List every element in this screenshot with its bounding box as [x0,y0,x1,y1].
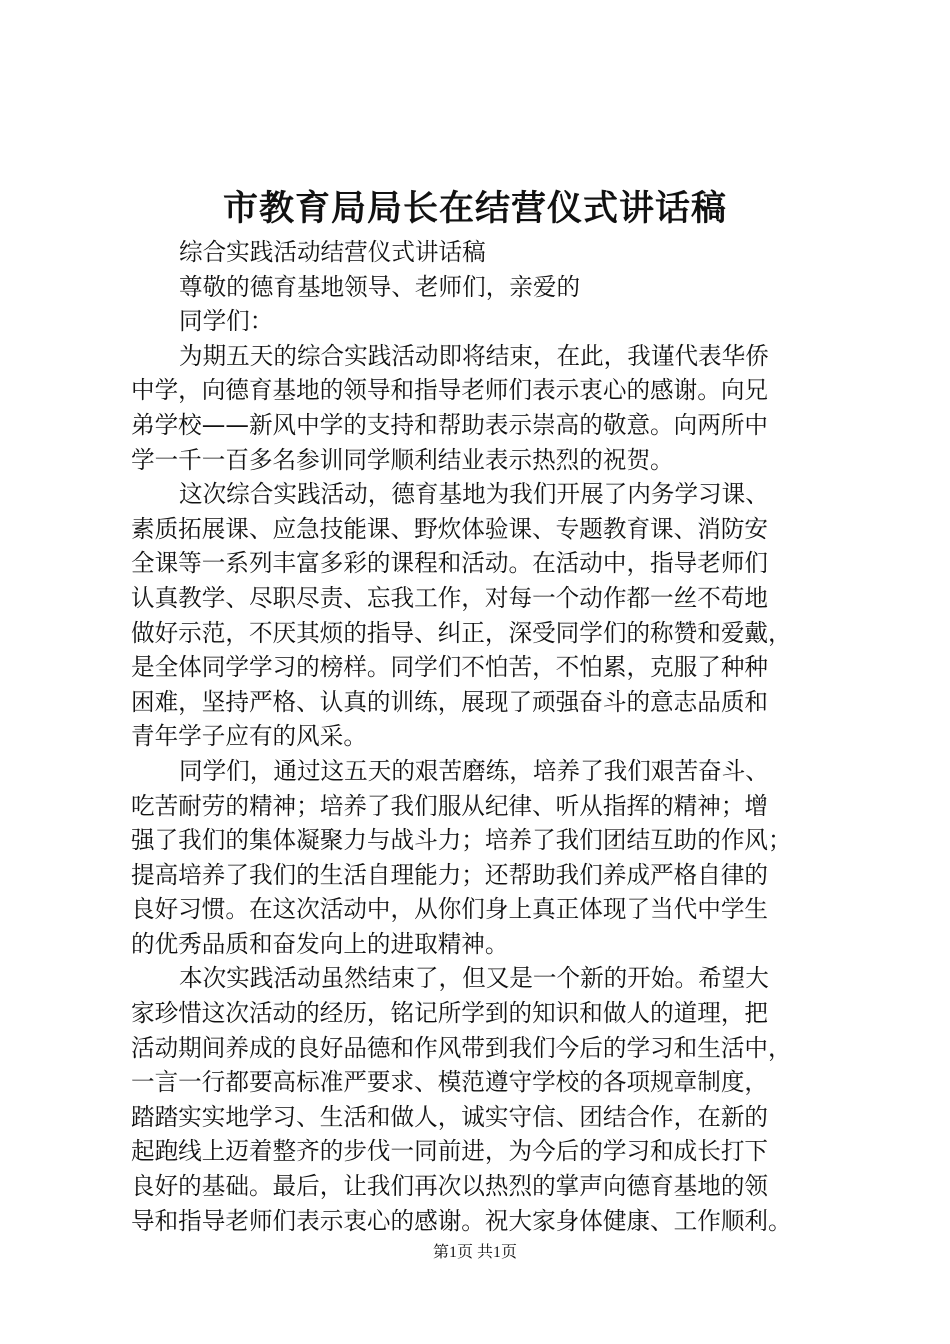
text-line: 学一千一百多名参训同学顺利结业表示热烈的祝贺。 [131,445,674,474]
text-line: 踏踏实实地学习、生活和做人，诚实守信、团结合作，在新的 [131,1102,769,1131]
text-line: 活动期间养成的良好品德和作风带到我们今后的学习和生活中， [131,1033,792,1062]
text-line: 弟学校——新风中学的支持和帮助表示崇高的敬意。向两所中 [131,410,769,439]
text-line: 为期五天的综合实践活动即将结束，在此，我谨代表华侨 [179,341,769,370]
text-line: 综合实践活动结营仪式讲话稿 [179,238,486,266]
text-line: 良好习惯。在这次活动中，从你们身上真正体现了当代中学生 [131,895,769,924]
text-line: 导和指导老师们表示衷心的感谢。祝大家身体健康、工作顺利。 [131,1206,792,1235]
text-line: 同学们： [179,307,274,336]
text-line: 中学，向德育基地的领导和指导老师们表示衷心的感谢。向兄 [131,376,769,405]
text-line: 做好示范，不厌其烦的指导、纠正，深受同学们的称赞和爱戴， [131,618,792,647]
text-line: 全课等一系列丰富多彩的课程和活动。在活动中，指导老师们 [131,549,769,578]
text-line: 提高培养了我们的生活自理能力；还帮助我们养成严格自律的 [131,860,769,889]
text-line: 良好的基础。最后，让我们再次以热烈的掌声向德育基地的领 [131,1172,769,1201]
page-number-footer: 第1页 共1页 [432,1244,517,1261]
text-line: 是全体同学学习的榜样。同学们不怕苦，不怕累，克服了种种 [131,653,769,682]
text-line: 强了我们的集体凝聚力与战斗力；培养了我们团结互助的作风； [131,826,792,855]
text-line: 的优秀品质和奋发向上的进取精神。 [131,929,509,958]
text-line: 认真教学、尽职尽责、忘我工作，对每一个动作都一丝不苟地 [131,583,769,612]
text-line: 困难，坚持严格、认真的训练，展现了顽强奋斗的意志品质和 [131,687,769,716]
text-line: 本次实践活动虽然结束了，但又是一个新的开始。希望大 [179,964,769,993]
text-line: 素质拓展课、应急技能课、野炊体验课、专题教育课、消防安 [131,514,769,543]
text-line: 青年学子应有的风采。 [131,722,367,751]
document-body [131,235,831,1238]
text-line: 这次综合实践活动，德育基地为我们开展了内务学习课、 [179,480,769,509]
text-line: 尊敬的德育基地领导、老师们，亲爱的 [179,272,581,301]
text-line: 同学们，通过这五天的艰苦磨练，培养了我们艰苦奋斗、 [179,756,769,785]
text-line: 家珍惜这次活动的经历，铭记所学到的知识和做人的道理，把 [131,999,769,1028]
text-line: 一言一行都要高标准严要求、模范遵守学校的各项规章制度， [131,1068,769,1097]
text-line: 吃苦耐劳的精神；培养了我们服从纪律、听从指挥的精神；增 [131,791,769,820]
text-line: 起跑线上迈着整齐的步伐一同前进，为今后的学习和成长打下 [131,1137,769,1166]
document-title: 市教育局局长在结营仪式讲话稿 [222,188,727,229]
